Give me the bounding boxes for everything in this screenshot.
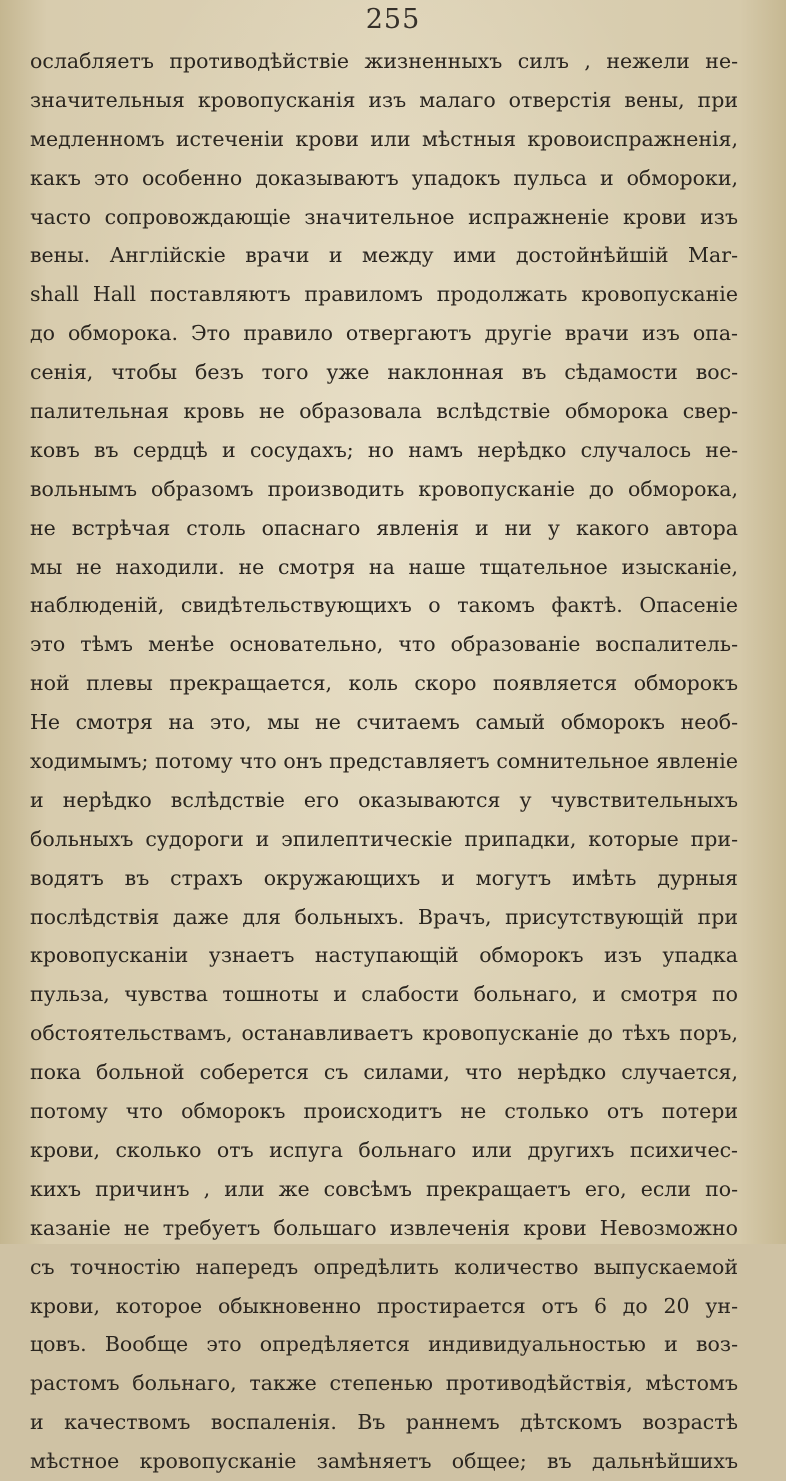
text-line: растомъ больнаго, также степенью противодѣйствія, мѣстомъ (30, 1371, 738, 1396)
text-line: мы не находили. не смотря на наше тщательное изысканіе, (30, 554, 738, 579)
text-line: обстоятельствамъ, останавливаетъ кровопусканіе до тѣхъ поръ, (30, 1021, 738, 1046)
text-line: палительная кровь не образовала вслѣдствіе обморока свер- (30, 399, 738, 424)
text-line: ковъ въ сердцѣ и сосудахъ; но намъ нерѣдко случалось не- (30, 437, 738, 462)
text-line: наблюденій, свидѣтельствующихъ о такомъ фактѣ. Опасеніе (30, 593, 738, 618)
text-line: мѣстное кровопусканіе замѣняетъ общее; въ дальнѣйшихъ (30, 1449, 738, 1474)
text-line: ослабляетъ противодѣйствіе жизненныхъ силъ , нежели не- (30, 49, 738, 73)
text-line: это тѣмъ менѣе основательно, что образованіе воспалитель- (30, 632, 738, 657)
text-line: казаніе не требуетъ большаго извлеченія крови Невозможно (30, 1215, 738, 1240)
text-line: какъ это особенно доказываютъ упадокъ пульса и обмороки, (30, 165, 738, 190)
text-line: и качествомъ воспаленія. Въ раннемъ дѣтскомъ возрастѣ (30, 1410, 738, 1435)
text-line: значительныя кровопусканія изъ малаго отверстія вены, при (30, 87, 738, 112)
text-line: и нерѣдко вслѣдствіе его оказываются у чувствительныхъ (30, 787, 738, 812)
text-line: вольнымъ образомъ производить кровопусканіе до обморока, (30, 476, 738, 501)
text-line: shall Hall поставляютъ правиломъ продолжать кровопусканіе (30, 282, 738, 307)
text-line: потому что обморокъ происходитъ не столько отъ потери (30, 1099, 738, 1124)
text-line: вены. Англійскіе врачи и между ими достойнѣйшій Mar- (30, 243, 738, 268)
body-text (30, 42, 738, 1481)
text-line: послѣдствія даже для больныхъ. Врачъ, присутствующій при (30, 904, 738, 929)
text-line: часто сопровождающіе значительное испражненіе крови изъ (30, 204, 738, 229)
text-line: пульза, чувства тошноты и слабости больнаго, и смотря по (30, 982, 738, 1007)
text-line: пока больной соберется съ силами, что нерѣдко случается, (30, 1060, 738, 1085)
text-line: ходимымъ; потому что онъ представляетъ сомнительное явленіе (30, 749, 738, 774)
page-number: 255 (365, 4, 421, 35)
text-line: медленномъ истеченіи крови или мѣстныя кровоиспражненія, (30, 126, 738, 151)
text-line: больныхъ судороги и эпилептическіе припадки, которые при- (30, 826, 738, 851)
text-line: крови, которое обыкновенно простирается отъ 6 до 20 ун- (30, 1293, 738, 1318)
text-line: цовъ. Вообще это опредѣляется индивидуальностью и воз- (30, 1332, 738, 1357)
text-line: Не смотря на это, мы не считаемъ самый обморокъ необ- (30, 710, 738, 735)
text-line: кихъ причинъ , или же совсѣмъ прекращаетъ его, если по- (30, 1176, 738, 1201)
text-line: до обморока. Это правило отвергаютъ другіе врачи изъ опа- (30, 321, 738, 346)
text-line: водятъ въ страхъ окружающихъ и могутъ имѣть дурныя (30, 865, 738, 890)
text-line: ной плевы прекращается, коль скоро появляется обморокъ (30, 671, 738, 696)
text-line: съ точностію напередъ опредѣлить количество выпускаемой (30, 1254, 738, 1279)
text-line: кровопусканіи узнаетъ наступающій обморокъ изъ упадка (30, 943, 738, 968)
text-line: не встрѣчая столь опаснаго явленія и ни у какого автора (30, 515, 738, 540)
text-line: крови, сколько отъ испуга больнаго или другихъ психичес- (30, 1137, 738, 1162)
text-line: сенія, чтобы безъ того уже наклонная въ сѣдамости вос- (30, 360, 738, 385)
